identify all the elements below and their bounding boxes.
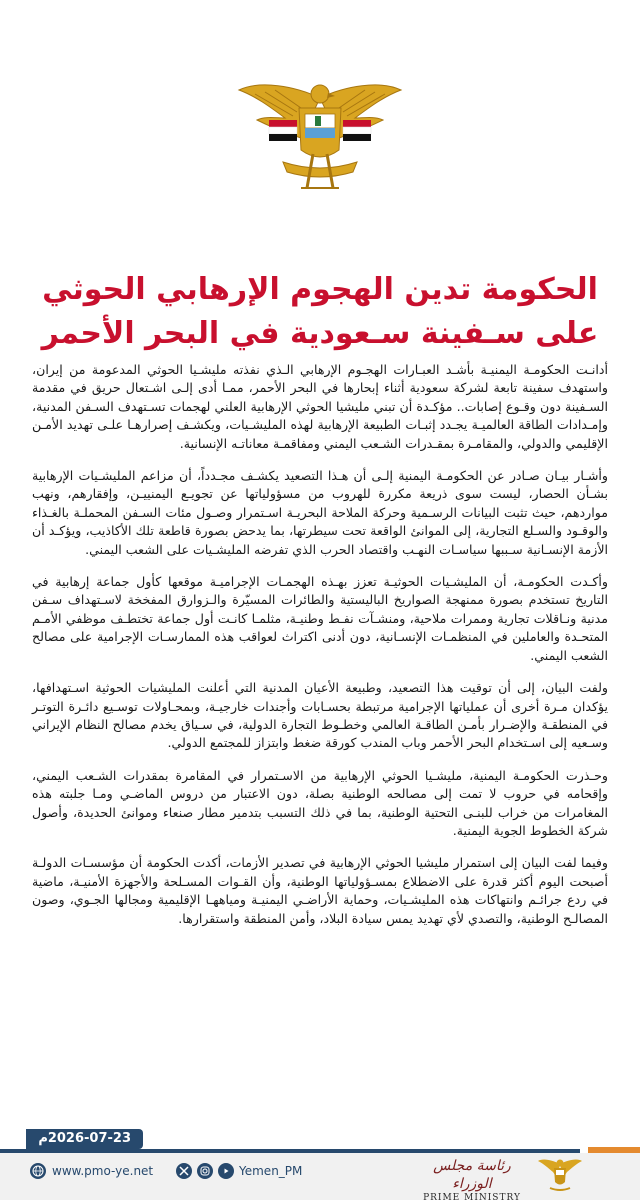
statement-body bbox=[32, 361, 608, 942]
paragraph: ولفت البيان، إلى أن توقيت هذا التصعيد، وطبيعة الأعيان المدنية التي أعلنت المليشيات الحوثية اسـتهدافها، يؤكدان مـرة أخرى أن عملياتها الإجرامية مرتبطة بحسـابات وأجندات خارجيـة، وبمحـاولات توسـيع دائـرة التوتـر في المنطقـة والإضـرار بأمـن الطاقـة العالمي وخطـوط التجارة الدولية، في سـياق يخدم مصالح النظام الإيراني وسـعيه إلى اسـتخدام البحر الأحمر وباب المندب كورقة ضغط وابتزاز للمجتمع الدولي. bbox=[32, 680, 608, 751]
x-icon[interactable] bbox=[176, 1163, 192, 1179]
footer-emblem bbox=[538, 1156, 582, 1200]
social-links bbox=[176, 1163, 302, 1179]
paragraph: أدانـت الحكومـة اليمنيـة بأشـد العبـارات الهجـوم الإرهابي الـذي نفذته مليشـيا الحوثي المدعومة من إيران، واستهدف سفينة تابعة لشركة سعودية أثناء إبحارها في البحر الأحمر، ممـا أدى إلـى اشـتعال حريق في مقدمة السـفينة دون وقـوع إصابات.. مؤكـدة أن تبني مليشيا الحوثي الإرهابية العلني لهجمات تسـتهدف السـفن المدنية، وإمـدادات الطاقة العالميـة يجـدد إثبـات الطبيعة الإرهابية لهذه المليشـيات، ويكشـف إصرارهـا علـى تهديد الأمـن الإقليمي والدولي، والمقامـرة بمقـدرات الشـعب اليمني ومفاقمـة معاناتـه الإنسانية. bbox=[32, 362, 608, 451]
footer bbox=[0, 1153, 640, 1203]
headline-line-2: على سـفينة سـعودية في البحر الأحمر bbox=[41, 316, 599, 351]
website-label: www.pmo-ye.net bbox=[52, 1164, 154, 1178]
social-handle[interactable]: Yemen_PM bbox=[239, 1164, 303, 1178]
globe-icon bbox=[30, 1163, 46, 1179]
website-link[interactable] bbox=[30, 1163, 153, 1179]
paragraph: وأشـار بيـان صـادر عن الحكومـة اليمنية إلـى أن هـذا التصعيد يكشـف مجـدداً، أن مزاعم المليشـيات الإرهابية بشـأن الحصار، ليست سوى ذريعة مكررة للهروب من مسؤولياتها عن تجويـع اليمنييـن، وإفقارهم، ونهب مواردهم، حيث تثبت البيانات الرسـمية وحركة الملاحة البحريـة اسـتمرار وصـول مئات السـفن المحملـة بالغـذاء والوقـود والسـلع التجارية، إلى الموانئ الواقعة تحت سيطرتها، بما يدحض بصورة قاطعة تلك الأكاذيب، ويؤكـد أن الأزمة الإنسـانية سـببها سياسـات النهـب واقتصاد الحرب الذي تفرضه المليشـيات على الشعب اليمني. bbox=[32, 468, 608, 557]
header-emblem bbox=[0, 76, 640, 196]
date-badge: 2026-07-23م bbox=[26, 1129, 143, 1149]
instagram-icon[interactable] bbox=[197, 1163, 213, 1179]
paragraph: وحـذرت الحكومـة اليمنية، مليشـيا الحوثي الإرهابية من الاسـتمرار في المقامرة بمقدرات الشـعب اليمني، وإقحامه في حروب لا تمت إلى مصالحه الوطنية بصلة، دون الاعتبار من دروس الماضـي ومـا جلبته هذه المغامرات من خراب للبنـى التحتية الوطنية، بما في ذلك التسبب بتدمير مطار صنعاء وموانئ الحديدة، وأصول شركة الخطوط الجوية اليمنية. bbox=[32, 767, 608, 838]
yemen-eagle-emblem-icon bbox=[235, 76, 405, 196]
headline bbox=[30, 268, 610, 356]
paragraph: وأكـدت الحكومـة، أن المليشـيات الحوثيـة تعزز بهـذه الهجمـات الإجراميـة موقعها كأول جماعة إرهابية في التاريخ تستخدم بصورة ممنهجة الصواريخ الباليستية والطائرات المسيّرة والـزوارق المفخخة لاسـتهداف سـفن مدنية ونـاقلات تجارية وممرات ملاحية، ومنشـآت نفـط وطنيـة، مثلمـا كانـت أول جماعة تختطـف موظفي الأمـم المتحـدة والعاملين في المنظمـات الإنسـانية، دون أدنى اكتراث لعواقب هذه الممارسـات الإجرامية على مصالح الشعب اليمني. bbox=[32, 574, 608, 663]
headline-line-1: الحكومة تدين الهجوم الإرهابي الحوثي bbox=[42, 272, 598, 307]
youtube-icon[interactable] bbox=[218, 1163, 234, 1179]
ministry-name-arabic: رئاسة مجلس الوزراء bbox=[433, 1158, 511, 1192]
ministry-signature bbox=[412, 1157, 532, 1203]
paragraph: وفيما لفت البيان إلى استمرار مليشيا الحوثي الإرهابية في تصدير الأزمات، أكدت الحكومة أن مؤسسـات الدولـة أصبحت اليوم أكثر قدرة على الاضطلاع بمسـؤولياتها الوطنية، وأن القـوات المسـلحة والأجهزة الأمنيـة، ماضية في ردع جرائـم وانتهاكات هذه المليشـيات، وحماية الأراضـي اليمنيـة ومياههـا الإقليمية ومجالها الجـوي، وصون المصالـح الوطنية، والتصدي لأي تهديد يمس سيادة البلاد، وأمن المنطقة واستقرارها. bbox=[32, 855, 608, 926]
ministry-name-english: PRIME MINISTRY bbox=[423, 1193, 521, 1203]
yemen-eagle-emblem-small-icon bbox=[538, 1156, 582, 1196]
